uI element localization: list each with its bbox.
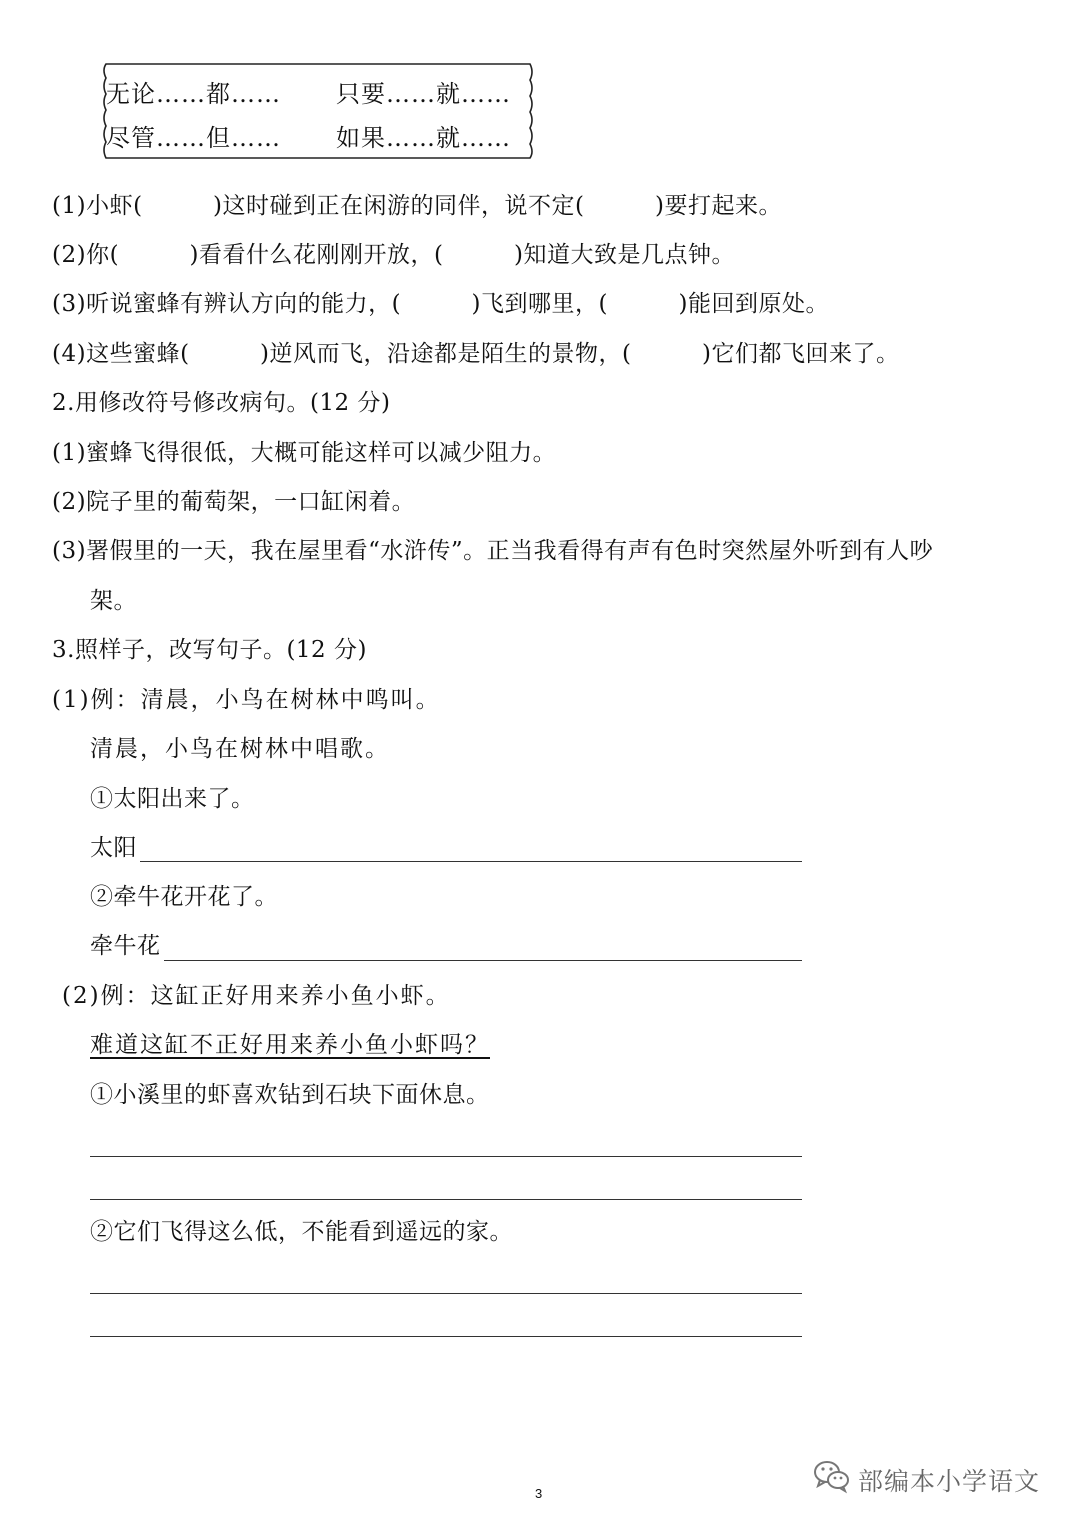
q1-sentence-3: (3)听说蜜蜂有辨认方向的能力，( )飞到哪里，( )能回到原处。 <box>52 291 829 317</box>
q3-item-2: ②牵牛花开花了。 <box>90 884 278 910</box>
q3-item-2-prefix: 牵牛花 <box>90 933 161 959</box>
q2-sentence-1: (1)蜜蜂飞得很低，大概可能这样可以减少阻力。 <box>52 440 557 466</box>
q3-example-1-answer: 清晨，小鸟在树林中唱歌。 <box>90 736 390 762</box>
answer-line[interactable] <box>90 1293 802 1294</box>
word-choice-box <box>100 60 536 162</box>
q2-sentence-3-continued: 架。 <box>90 588 137 614</box>
watermark-text: 部编本小学语文 <box>858 1467 1041 1496</box>
answer-line[interactable] <box>90 1156 802 1157</box>
answer-line[interactable] <box>164 960 802 961</box>
q1-sentence-1: (1)小虾( )这时碰到正在闲游的同伴，说不定( )要打起来。 <box>52 193 782 219</box>
q2-title: 2.用修改符号修改病句。(12 分) <box>52 390 391 416</box>
word-option-2: 只要……就…… <box>336 80 511 108</box>
q3-example-2: (2)例：这缸正好用来养小鱼小虾。 <box>62 983 451 1009</box>
q3-item-1-prefix: 太阳 <box>90 835 137 861</box>
q3-example-2-answer: 难道这缸不正好用来养小鱼小虾吗？ <box>90 1032 490 1058</box>
word-option-3: 尽管……但…… <box>106 124 281 152</box>
q3-item-4: ②它们飞得这么低，不能看到遥远的家。 <box>90 1219 513 1245</box>
q3-item-3: ①小溪里的虾喜欢钻到石块下面休息。 <box>90 1082 490 1108</box>
answer-line[interactable] <box>90 1199 802 1200</box>
q3-item-1: ①太阳出来了。 <box>90 786 255 812</box>
answer-line[interactable] <box>140 861 802 862</box>
answer-line[interactable] <box>90 1336 802 1337</box>
q2-sentence-3: (3)署假里的一天，我在屋里看“水浒传”。正当我看得有声有色时突然屋外听到有人吵 <box>52 538 934 564</box>
q3-example-1: (1)例：清晨，小鸟在树林中鸣叫。 <box>52 687 441 713</box>
q2-sentence-2: (2)院子里的葡萄架，一口缸闲着。 <box>52 489 416 515</box>
q1-sentence-4: (4)这些蜜蜂( )逆风而飞，沿途都是陌生的景物，( )它们都飞回来了。 <box>52 341 900 367</box>
q1-sentence-2: (2)你( )看看什么花刚刚开放，( )知道大致是几点钟。 <box>52 242 735 268</box>
page-number: 3 <box>535 1486 543 1501</box>
wechat-icon <box>812 1458 852 1494</box>
q3-title: 3.照样子，改写句子。(12 分) <box>52 637 367 663</box>
word-option-1: 无论……都…… <box>106 80 281 108</box>
word-option-4: 如果……就…… <box>336 124 511 152</box>
